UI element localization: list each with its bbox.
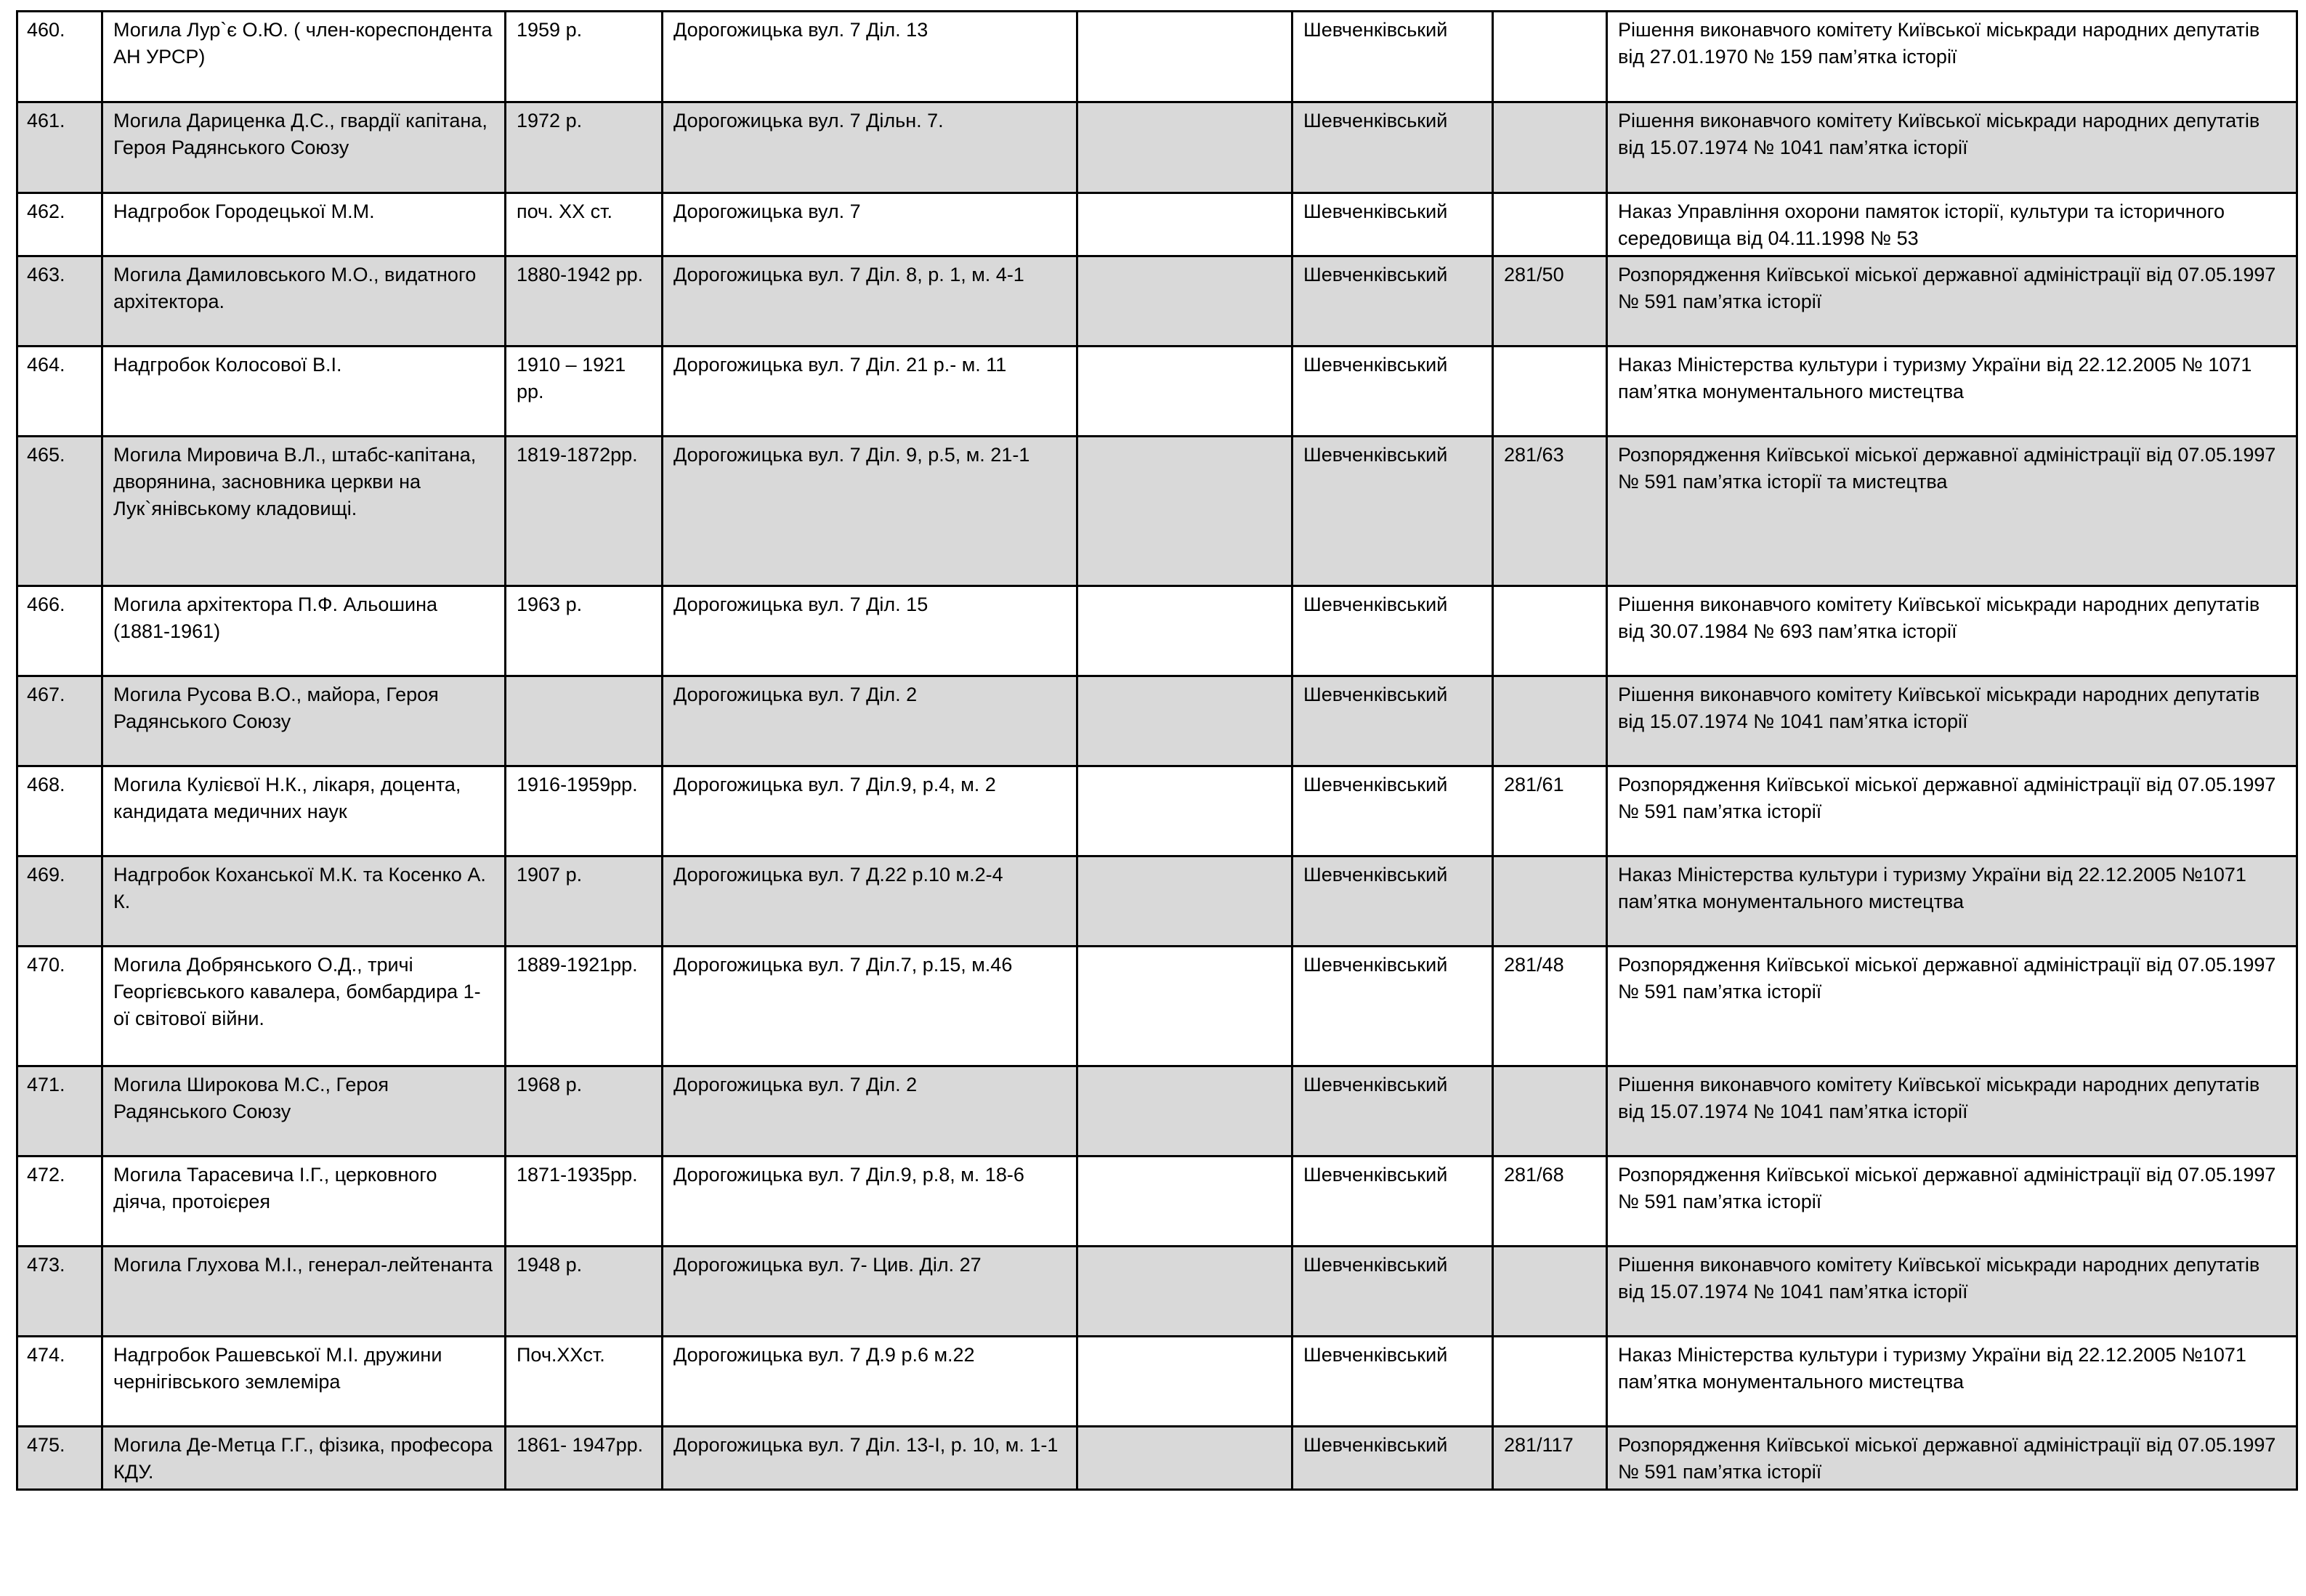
cell-object-date: 1963 р. (506, 586, 663, 676)
cell-object-date: 1861- 1947рр. (506, 1427, 663, 1490)
cell-legal-document: Наказ Міністерства культури і туризму України від 22.12.2005 №1071 пам’ятка монументального мистецтва (1607, 856, 2297, 947)
cell-object-address: Дорогожицька вул. 7 Дільн. 7. (663, 102, 1077, 193)
table-row (17, 586, 2297, 676)
cell-row-number: 460. (17, 12, 102, 102)
cell-object-name: Могила Мировича В.Л., штабс-капітана, дворянина, засновника церкви на Лук`янівському кладовищі. (102, 437, 506, 586)
cell-object-address: Дорогожицька вул. 7 Діл. 13-І, р. 10, м. 1-1 (663, 1427, 1077, 1490)
cell-object-date (506, 676, 663, 766)
cell-legal-document: Рішення виконавчого комітету Київської міськради народних депутатів від 27.01.1970 № 159 пам’ятка історії (1607, 12, 2297, 102)
cell-object-name: Могила Широкова М.С., Героя Радянського Союзу (102, 1066, 506, 1157)
cell-empty-column (1077, 256, 1292, 347)
cell-district: Шевченківський (1292, 586, 1493, 676)
cell-object-date: поч. XX ст. (506, 193, 663, 256)
cell-empty-column (1077, 1066, 1292, 1157)
cell-legal-document: Розпорядження Київської міської державної адміністрації від 07.05.1997 № 591 пам’ятка історії (1607, 1157, 2297, 1247)
cell-district: Шевченківський (1292, 193, 1493, 256)
cell-object-address: Дорогожицька вул. 7 Діл.9, р.8, м. 18-6 (663, 1157, 1077, 1247)
cell-empty-column (1077, 856, 1292, 947)
cell-empty-column (1077, 1157, 1292, 1247)
cell-empty-column (1077, 102, 1292, 193)
cell-district: Шевченківський (1292, 1066, 1493, 1157)
cell-district: Шевченківський (1292, 256, 1493, 347)
cell-district: Шевченківський (1292, 856, 1493, 947)
cell-protection-number (1493, 1066, 1607, 1157)
cell-legal-document: Рішення виконавчого комітету Київської міськради народних депутатів від 15.07.1974 № 1041 пам’ятка історії (1607, 1066, 2297, 1157)
table-row (17, 1247, 2297, 1337)
cell-row-number: 472. (17, 1157, 102, 1247)
cell-object-name: Могила Кулієвої Н.К., лікаря, доцента, кандидата медичних наук (102, 766, 506, 856)
cell-protection-number (1493, 1337, 1607, 1427)
cell-legal-document: Рішення виконавчого комітету Київської міськради народних депутатів від 30.07.1984 № 693 пам’ятка історії (1607, 586, 2297, 676)
cell-district: Шевченківський (1292, 1247, 1493, 1337)
cell-object-name: Надгробок Городецької М.М. (102, 193, 506, 256)
cell-object-date: 1871-1935рр. (506, 1157, 663, 1247)
cell-object-date: 1819-1872рр. (506, 437, 663, 586)
cell-row-number: 466. (17, 586, 102, 676)
cell-protection-number (1493, 586, 1607, 676)
table-row (17, 193, 2297, 256)
cell-object-address: Дорогожицька вул. 7 Діл. 13 (663, 12, 1077, 102)
monuments-registry-table (16, 10, 2298, 1491)
cell-object-address: Дорогожицька вул. 7 Діл. 9, р.5, м. 21-1 (663, 437, 1077, 586)
cell-district: Шевченківський (1292, 1157, 1493, 1247)
table-row (17, 766, 2297, 856)
cell-protection-number (1493, 1247, 1607, 1337)
cell-row-number: 474. (17, 1337, 102, 1427)
cell-object-name: Надгробок Рашевської М.І. дружини чернігівського землеміра (102, 1337, 506, 1427)
cell-object-date: 1910 – 1921 рр. (506, 347, 663, 437)
cell-object-name: Могила Де-Метца Г.Г., фізика, професора КДУ. (102, 1427, 506, 1490)
cell-object-name: Могила Дамиловського М.О., видатного архітектора. (102, 256, 506, 347)
cell-object-address: Дорогожицька вул. 7 Д.22 р.10 м.2-4 (663, 856, 1077, 947)
cell-row-number: 464. (17, 347, 102, 437)
cell-empty-column (1077, 766, 1292, 856)
cell-protection-number: 281/63 (1493, 437, 1607, 586)
cell-empty-column (1077, 586, 1292, 676)
cell-legal-document: Розпорядження Київської міської державної адміністрації від 07.05.1997 № 591 пам’ятка історії (1607, 256, 2297, 347)
cell-legal-document: Розпорядження Київської міської державної адміністрації від 07.05.1997 № 591 пам’ятка історії (1607, 947, 2297, 1066)
cell-object-address: Дорогожицька вул. 7- Цив. Діл. 27 (663, 1247, 1077, 1337)
cell-object-address: Дорогожицька вул. 7 Діл. 15 (663, 586, 1077, 676)
cell-row-number: 469. (17, 856, 102, 947)
cell-protection-number (1493, 193, 1607, 256)
registry-body (17, 12, 2297, 1490)
cell-object-date: 1968 р. (506, 1066, 663, 1157)
table-row (17, 1337, 2297, 1427)
cell-legal-document: Рішення виконавчого комітету Київської міськради народних депутатів від 15.07.1974 № 1041 пам’ятка історії (1607, 1247, 2297, 1337)
cell-protection-number (1493, 676, 1607, 766)
cell-object-name: Могила Тарасевича І.Г., церковного діяча, протоієрея (102, 1157, 506, 1247)
cell-row-number: 465. (17, 437, 102, 586)
cell-protection-number (1493, 12, 1607, 102)
cell-protection-number: 281/50 (1493, 256, 1607, 347)
cell-empty-column (1077, 947, 1292, 1066)
cell-row-number: 473. (17, 1247, 102, 1337)
cell-legal-document: Розпорядження Київської міської державної адміністрації від 07.05.1997 № 591 пам’ятка історії та мистецтва (1607, 437, 2297, 586)
cell-protection-number (1493, 347, 1607, 437)
cell-empty-column (1077, 1427, 1292, 1490)
cell-object-address: Дорогожицька вул. 7 Д.9 р.6 м.22 (663, 1337, 1077, 1427)
cell-district: Шевченківський (1292, 1427, 1493, 1490)
cell-legal-document: Наказ Міністерства культури і туризму України від 22.12.2005 № 1071 пам’ятка монументального мистецтва (1607, 347, 2297, 437)
cell-object-name: Могила Лур`є О.Ю. ( член-кореспондента АН УРСР) (102, 12, 506, 102)
cell-row-number: 468. (17, 766, 102, 856)
cell-legal-document: Розпорядження Київської міської державної адміністрації від 07.05.1997 № 591 пам’ятка історії (1607, 766, 2297, 856)
cell-row-number: 462. (17, 193, 102, 256)
cell-empty-column (1077, 193, 1292, 256)
cell-object-date: 1948 р. (506, 1247, 663, 1337)
cell-object-date: 1907 р. (506, 856, 663, 947)
cell-empty-column (1077, 1247, 1292, 1337)
cell-legal-document: Рішення виконавчого комітету Київської міськради народних депутатів від 15.07.1974 № 1041 пам’ятка історії (1607, 676, 2297, 766)
cell-district: Шевченківський (1292, 1337, 1493, 1427)
cell-district: Шевченківський (1292, 12, 1493, 102)
cell-protection-number: 281/61 (1493, 766, 1607, 856)
cell-object-address: Дорогожицька вул. 7 Діл. 2 (663, 676, 1077, 766)
cell-empty-column (1077, 676, 1292, 766)
cell-object-name: Могила архітектора П.Ф. Альошина (1881-1961) (102, 586, 506, 676)
table-row (17, 1157, 2297, 1247)
cell-object-address: Дорогожицька вул. 7 (663, 193, 1077, 256)
cell-row-number: 471. (17, 1066, 102, 1157)
cell-object-name: Надгробок Колосової В.І. (102, 347, 506, 437)
cell-empty-column (1077, 12, 1292, 102)
cell-district: Шевченківський (1292, 676, 1493, 766)
cell-object-address: Дорогожицька вул. 7 Діл. 2 (663, 1066, 1077, 1157)
cell-legal-document: Розпорядження Київської міської державної адміністрації від 07.05.1997 № 591 пам’ятка історії (1607, 1427, 2297, 1490)
cell-row-number: 470. (17, 947, 102, 1066)
cell-object-date: 1916-1959рр. (506, 766, 663, 856)
cell-district: Шевченківський (1292, 947, 1493, 1066)
cell-empty-column (1077, 347, 1292, 437)
cell-protection-number: 281/117 (1493, 1427, 1607, 1490)
table-row (17, 856, 2297, 947)
cell-object-address: Дорогожицька вул. 7 Діл.7, р.15, м.46 (663, 947, 1077, 1066)
cell-protection-number (1493, 856, 1607, 947)
cell-row-number: 467. (17, 676, 102, 766)
table-row (17, 1427, 2297, 1490)
cell-object-date: 1972 р. (506, 102, 663, 193)
cell-object-date: 1880-1942 рр. (506, 256, 663, 347)
cell-district: Шевченківський (1292, 766, 1493, 856)
cell-row-number: 475. (17, 1427, 102, 1490)
cell-empty-column (1077, 1337, 1292, 1427)
cell-object-date: 1889-1921рр. (506, 947, 663, 1066)
cell-object-address: Дорогожицька вул. 7 Діл. 21 р.- м. 11 (663, 347, 1077, 437)
table-row (17, 676, 2297, 766)
table-row (17, 256, 2297, 347)
cell-legal-document: Рішення виконавчого комітету Київської міськради народних депутатів від 15.07.1974 № 1041 пам’ятка історії (1607, 102, 2297, 193)
cell-object-date: 1959 р. (506, 12, 663, 102)
table-row (17, 1066, 2297, 1157)
cell-row-number: 461. (17, 102, 102, 193)
table-row (17, 102, 2297, 193)
cell-protection-number: 281/48 (1493, 947, 1607, 1066)
cell-object-address: Дорогожицька вул. 7 Діл. 8, р. 1, м. 4-1 (663, 256, 1077, 347)
cell-district: Шевченківський (1292, 347, 1493, 437)
cell-object-name: Надгробок Коханської М.К. та Косенко А. К. (102, 856, 506, 947)
cell-object-name: Могила Добрянського О.Д., тричі Георгієвського кавалера, бомбардира 1-ої світової війни. (102, 947, 506, 1066)
cell-district: Шевченківський (1292, 102, 1493, 193)
cell-legal-document: Наказ Управління охорони памяток історії, культури та історичного середовища від 04.11.1998 № 53 (1607, 193, 2297, 256)
table-row (17, 437, 2297, 586)
cell-object-name: Могила Русова В.О., майора, Героя Радянського Союзу (102, 676, 506, 766)
cell-row-number: 463. (17, 256, 102, 347)
cell-protection-number (1493, 102, 1607, 193)
cell-legal-document: Наказ Міністерства культури і туризму України від 22.12.2005 №1071 пам’ятка монументального мистецтва (1607, 1337, 2297, 1427)
cell-object-name: Могила Глухова М.І., генерал-лейтенанта (102, 1247, 506, 1337)
cell-district: Шевченківський (1292, 437, 1493, 586)
cell-object-address: Дорогожицька вул. 7 Діл.9, р.4, м. 2 (663, 766, 1077, 856)
table-row (17, 947, 2297, 1066)
cell-empty-column (1077, 437, 1292, 586)
table-row (17, 12, 2297, 102)
table-row (17, 347, 2297, 437)
cell-object-date: Поч.XXст. (506, 1337, 663, 1427)
cell-object-name: Могила Дариценка Д.С., гвардії капітана, Героя Радянського Союзу (102, 102, 506, 193)
cell-protection-number: 281/68 (1493, 1157, 1607, 1247)
